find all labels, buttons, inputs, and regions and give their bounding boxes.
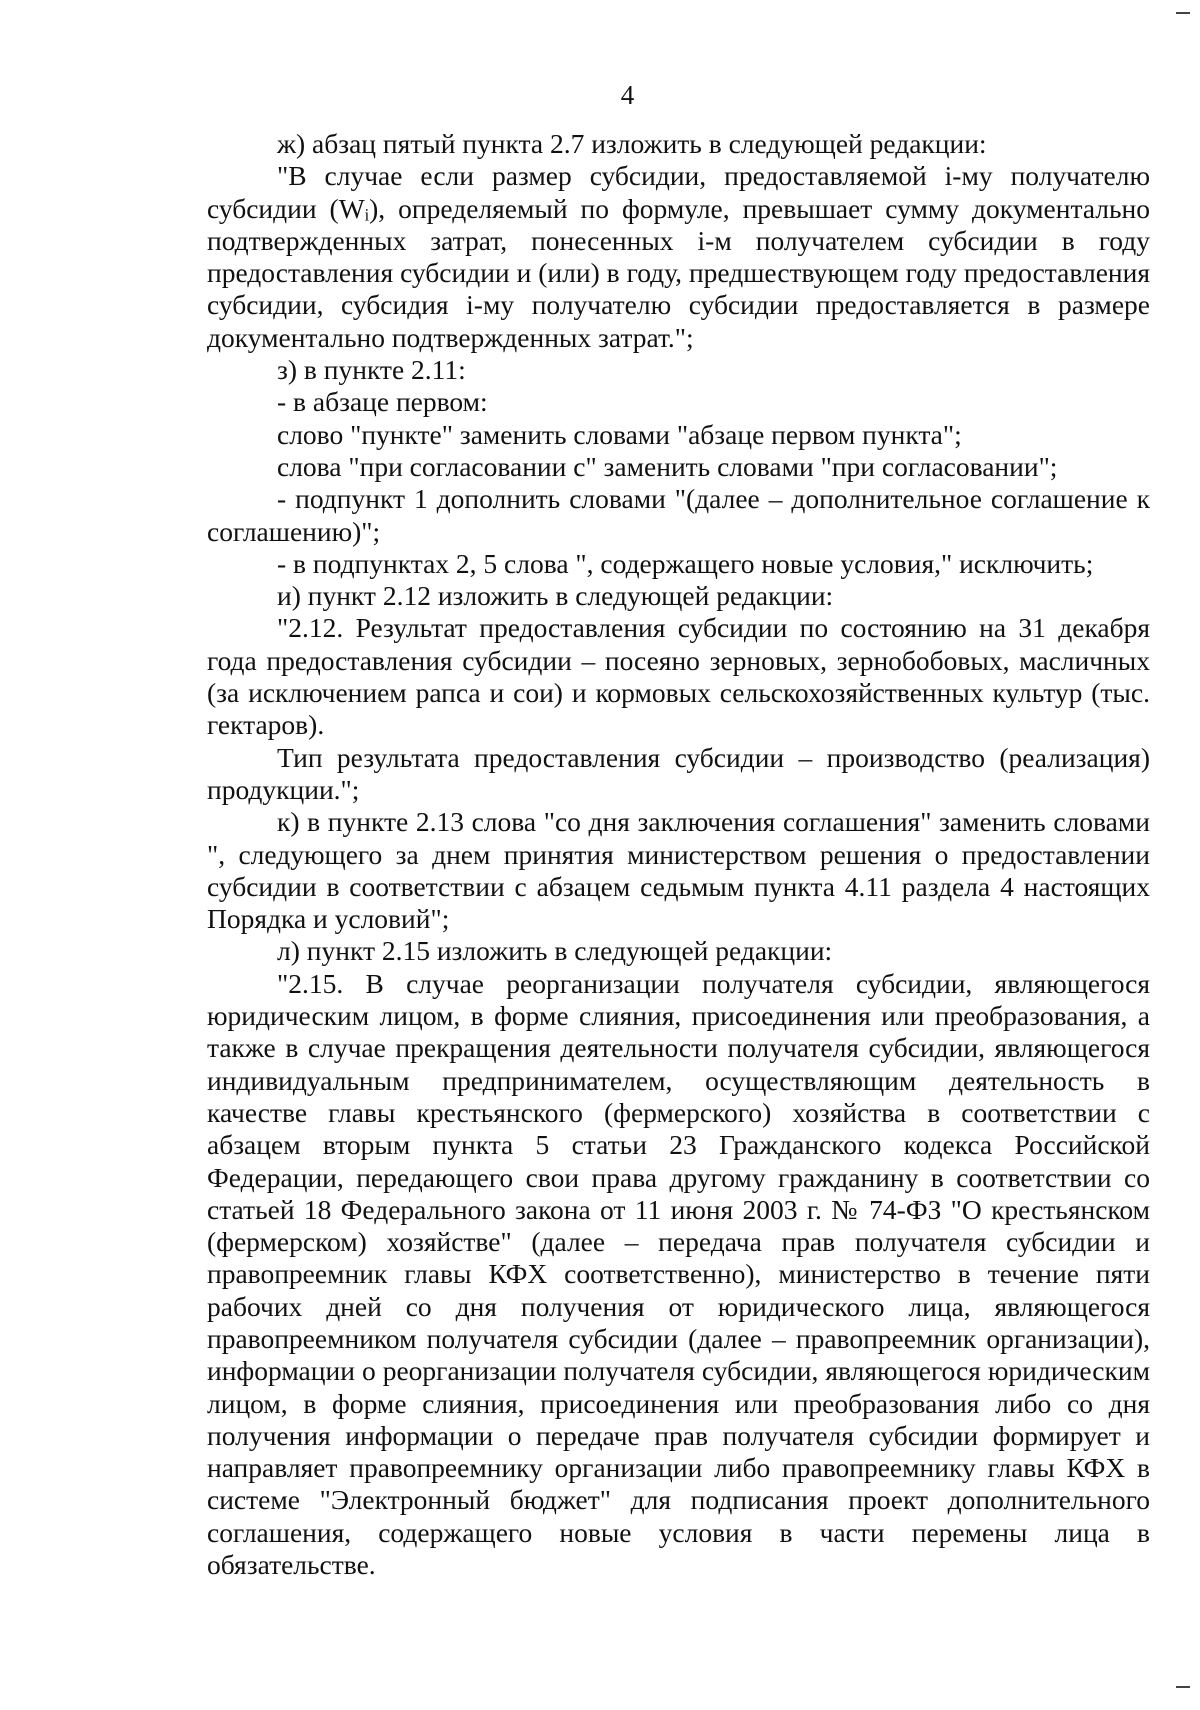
scan-edge-mark: [1176, 12, 1190, 14]
document-body: [207, 128, 1150, 1581]
paragraph-z-slovo: слово "пункте" заменить словами "абзаце первом пункта";: [277, 418, 962, 450]
paragraph-k: к) в пункте 2.13 слова "со дня заключения соглашения" заменить словами ", следующего за днем принятия министерством решения о предоставлении субсидии в соответствии с абзацем седьмым пункта 4.11 раздела 4 настоящих Порядка и условий";: [207, 806, 1150, 935]
paragraph-i-type: Тип результата предоставления субсидии – производство (реализация) продукции.";: [207, 741, 1150, 805]
paragraph-zh: ж) абзац пятый пункта 2.7 изложить в следующей редакции:: [277, 128, 987, 159]
paragraph-l: л) пункт 2.15 изложить в следующей редакции:: [277, 935, 833, 967]
paragraph-i: и) пункт 2.12 изложить в следующей редакции:: [277, 580, 834, 612]
paragraph-z: з) в пункте 2.11:: [277, 354, 466, 386]
paragraph-zh-quote: "В случае если размер субсидии, предоставляемой i-му получателю субсидии (Wᵢ), определяемый по формуле, превышает сумму документально подтвержденных затрат, понесенных i-м получателем субсидии в году предоставления субсидии и (или) в году, предшествующем году предоставления субсидии, субсидия i-му получателю субсидии предоставляется в размере документально подтвержденных затрат.";: [207, 160, 1150, 353]
paragraph-z-podpunkt: - подпункт 1 дополнить словами "(далее – дополнительное соглашение к соглашению)";: [207, 483, 1150, 547]
paragraph-l-quote: "2.15. В случае реорганизации получателя субсидии, являющегося юридическим лицом, в форме слияния, присоединения или преобразования, а также в случае прекращения деятельности получателя субсидии, являющегося индивидуальным предпринимателем, осуществляющим деятельность в качестве главы крестьянского (фермерского) хозяйства в соответствии с абзацем вторым пункта 5 статьи 23 Гражданского кодекса Российской Федерации, передающего свои права другому гражданину в соответствии со статьей 18 Федерального закона от 11 июня 2003 г. № 74-ФЗ "О крестьянском (фермерском) хозяйстве" (далее – передача прав получателя субсидии и правопреемник главы КФХ соответственно), министерство в течение пяти рабочих дней со дня получения от юридического лица, являющегося правопреемником получателя субсидии (далее – правопреемник организации), информации о реорганизации получателя субсидии, являющегося юридическим лицом, в форме слияния, присоединения или преобразования либо со дня получения информации о передаче прав получателя субсидии формирует и направляет правопреемнику организации либо правопреемнику главы КФХ в системе "Электронный бюджет" для подписания проект дополнительного соглашения, содержащего новые условия в части перемены лица в обязательстве.: [207, 967, 1150, 1581]
scan-edge-mark: [1176, 1686, 1190, 1688]
paragraph-z-slova: слова "при согласовании с" заменить словами "при согласовании";: [277, 450, 1058, 482]
paragraph-z-abzac: - в абзаце первом:: [277, 386, 488, 418]
paragraph-z-podpunkty: - в подпунктах 2, 5 слова ", содержащего новые условия," исключить;: [277, 547, 1094, 579]
paragraph-i-result: "2.12. Результат предоставления субсидии по состоянию на 31 декабря года предоставления субсидии – посеяно зерновых, зернобобовых, масличных (за исключением рапса и сои) и кормовых сельскохозяйственных культур (тыс. гектаров).: [207, 612, 1150, 741]
page-number: 4: [620, 80, 635, 110]
